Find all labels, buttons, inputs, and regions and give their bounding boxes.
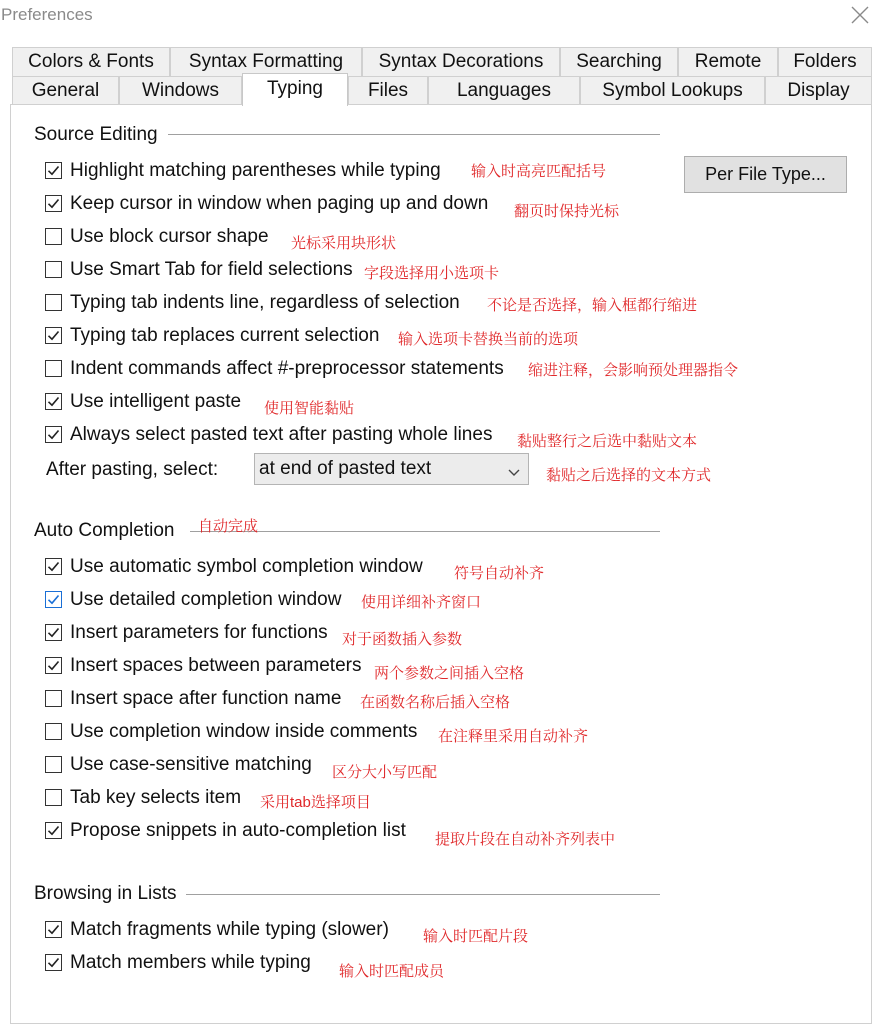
per-file-type-button[interactable]: Per File Type... [684,156,847,193]
tab-windows[interactable]: Windows [119,76,242,105]
tab-searching[interactable]: Searching [560,47,678,76]
annotation-note: 输入时匹配片段 [423,928,529,945]
tab-typing[interactable]: Typing [242,73,348,106]
option-label: Typing tab indents line, regardless of selection [70,292,460,313]
checkbox-checked[interactable] [45,393,62,410]
option-label: Use intelligent paste [70,391,242,412]
annotation-note: 在函数名称后插入空格 [360,694,511,711]
option-label: Keep cursor in window when paging up and down [70,193,489,214]
checkbox-checked[interactable] [45,558,62,575]
tab-remote[interactable]: Remote [678,47,778,76]
group-separator [190,531,660,532]
annotation-note: 输入时匹配成员 [339,963,445,980]
option-label: Insert parameters for functions [70,622,328,643]
annotation-after-pasting: 黏贴之后选择的文本方式 [546,467,712,484]
option-label: Use block cursor shape [70,226,269,247]
checkbox-unchecked[interactable] [45,690,62,707]
close-icon[interactable] [851,6,869,24]
annotation-note: 输入时高亮匹配括号 [471,163,607,180]
group-separator [168,134,660,135]
checkmark-icon [47,428,60,441]
option-label: Always select pasted text after pasting whole lines [70,424,493,445]
checkmark-icon [47,395,60,408]
after-pasting-select[interactable] [254,453,529,485]
checkbox-unchecked[interactable] [45,360,62,377]
annotation-note: 使用智能黏贴 [264,400,355,417]
annotation-note: 输入选项卡替换当前的选项 [398,331,579,348]
group-title-auto-completion: Auto Completion [34,520,182,542]
option-label: Match fragments while typing (slower) [70,919,389,940]
annotation-note: 采用tab选择项目 [260,794,371,811]
checkbox-checked[interactable] [45,822,62,839]
option-label: Match members while typing [70,952,311,973]
annotation-auto-completion: 自动完成 [198,518,259,535]
annotation-note: 光标采用块形状 [291,235,397,252]
tab-syntax-decorations[interactable]: Syntax Decorations [362,47,560,76]
checkbox-unchecked[interactable] [45,294,62,311]
checkmark-icon [47,164,60,177]
annotation-note: 缩进注释，会影响预处理器指令 [528,362,739,379]
annotation-note: 不论是否选择，输入框都行缩进 [487,297,698,314]
checkmark-icon [47,626,60,639]
group-title-source-editing: Source Editing [34,124,166,146]
tab-general[interactable]: General [12,76,119,105]
annotation-note: 提取片段在自动补齐列表中 [435,831,616,848]
checkbox-checked[interactable] [45,657,62,674]
after-pasting-value: at end of pasted text [259,458,432,479]
tab-symbol-lookups[interactable]: Symbol Lookups [580,76,765,105]
chevron-down-icon [508,464,520,482]
checkbox-checked[interactable] [45,921,62,938]
checkbox-checked[interactable] [45,162,62,179]
option-label: Propose snippets in auto-completion list [70,820,406,841]
window-title: Preferences [1,5,93,24]
annotation-note: 翻页时保持光标 [514,203,620,220]
checkmark-icon [47,560,60,573]
option-label: Tab key selects item [70,787,242,808]
after-pasting-label: After pasting, select: [46,459,219,480]
option-label: Indent commands affect #-preprocessor statements [70,358,504,379]
tab-syntax-formatting[interactable]: Syntax Formatting [170,47,362,76]
checkbox-checked[interactable] [45,195,62,212]
checkmark-icon [47,956,60,969]
annotation-note: 黏贴整行之后选中黏贴文本 [517,433,698,450]
checkbox-checked[interactable] [45,954,62,971]
option-label: Use detailed completion window [70,589,342,610]
checkbox-checked[interactable] [45,591,62,608]
option-label: Use Smart Tab for field selections [70,259,353,280]
checkmark-icon [47,659,60,672]
option-label: Use case-sensitive matching [70,754,312,775]
checkmark-icon [47,923,60,936]
checkbox-checked[interactable] [45,624,62,641]
checkbox-unchecked[interactable] [45,228,62,245]
checkbox-unchecked[interactable] [45,789,62,806]
option-label: Highlight matching parentheses while typing [70,160,441,181]
tab-folders[interactable]: Folders [778,47,872,76]
tab-colors-fonts[interactable]: Colors & Fonts [12,47,170,76]
group-separator [186,894,660,895]
option-label: Use automatic symbol completion window [70,556,423,577]
annotation-note: 符号自动补齐 [454,565,545,582]
checkbox-unchecked[interactable] [45,756,62,773]
tab-strip [0,40,884,106]
title-bar [0,0,884,32]
annotation-note: 两个参数之间插入空格 [374,665,525,682]
option-label: Typing tab replaces current selection [70,325,380,346]
option-label: Insert spaces between parameters [70,655,362,676]
checkbox-unchecked[interactable] [45,723,62,740]
annotation-note: 字段选择用小选项卡 [364,265,500,282]
tab-display[interactable]: Display [765,76,872,105]
checkbox-unchecked[interactable] [45,261,62,278]
checkbox-checked[interactable] [45,426,62,443]
checkmark-icon [47,329,60,342]
checkmark-icon [47,824,60,837]
tab-languages[interactable]: Languages [428,76,580,105]
annotation-note: 使用详细补齐窗口 [361,594,482,611]
group-title-browsing-in-lists: Browsing in Lists [34,883,185,905]
checkmark-icon [47,593,60,606]
annotation-note: 在注释里采用自动补齐 [438,728,589,745]
tab-files[interactable]: Files [348,76,428,105]
option-label: Use completion window inside comments [70,721,418,742]
checkbox-checked[interactable] [45,327,62,344]
option-label: Insert space after function name [70,688,342,709]
annotation-note: 区分大小写匹配 [332,764,438,781]
annotation-note: 对于函数插入参数 [342,631,463,648]
checkmark-icon [47,197,60,210]
